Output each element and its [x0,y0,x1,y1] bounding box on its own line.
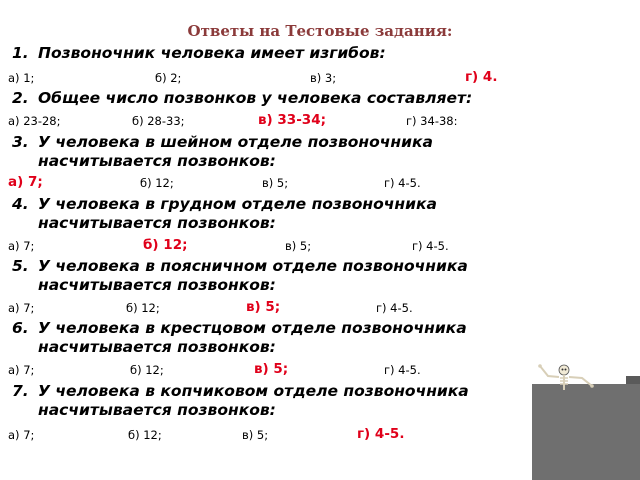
question-7 [12,382,538,420]
question-text: У человека в грудном отделе позвоночника насчитывается позвонков: [38,195,437,232]
question-number: 3. [12,133,29,151]
answer-option: а) 7; [8,428,35,442]
answer-option: г) 34-38: [406,114,458,128]
answer-option: в) 3; [310,71,337,85]
answer-option: а) 7; [8,239,35,253]
answers-row-3 [0,176,640,194]
answers-row-5 [0,301,640,319]
question-4 [12,195,538,233]
answers-row-2 [0,114,640,132]
question-5 [12,257,538,295]
answer-option: б) 12; [140,176,174,190]
correct-answer: б) 12; [143,237,188,253]
answers-row-1 [0,71,640,89]
corner-panel [532,384,640,480]
question-number: 2. [12,89,29,107]
question-text: У человека в шейном отделе позвоночника насчитывается позвонков: [38,133,433,170]
question-1 [12,44,538,63]
answers-row-4 [0,239,640,257]
answer-option: б) 2; [155,71,182,85]
question-3 [12,133,538,171]
answer-option: б) 12; [130,363,164,377]
question-text: Позвоночник человека имеет изгибов: [38,44,386,62]
skeleton-icon [532,360,612,392]
correct-answer: в) 33-34; [258,112,326,128]
correct-answer: а) 7; [8,174,43,190]
answer-option: б) 12; [126,301,160,315]
answer-option: г) 4-5. [384,176,421,190]
question-number: 6. [12,319,29,337]
question-6 [12,319,538,357]
answer-option: а) 23-28; [8,114,61,128]
answer-option: б) 12; [128,428,162,442]
page-title: Ответы на Тестовые задания: [187,22,453,40]
correct-answer: г) 4-5. [357,426,405,442]
answer-option: в) 5; [262,176,289,190]
answer-option: в) 5; [242,428,269,442]
question-number: 7. [12,382,29,400]
question-text: Общее число позвонков у человека составляет: [38,89,473,107]
correct-answer: в) 5; [246,299,281,315]
question-number: 4. [12,195,29,213]
question-number: 5. [12,257,29,275]
answer-option: в) 5; [285,239,312,253]
question-text: У человека в копчиковом отделе позвоночника насчитывается позвонков: [38,382,469,419]
correct-answer: г) 4. [465,69,498,85]
question-text: У человека в крестцовом отделе позвоночника насчитывается позвонков: [38,319,467,356]
answer-option: а) 7; [8,301,35,315]
correct-answer: в) 5; [254,361,289,377]
answer-option: г) 4-5. [376,301,413,315]
answer-option: б) 28-33; [132,114,185,128]
answer-option: а) 1; [8,71,35,85]
answer-option: г) 4-5. [384,363,421,377]
question-number: 1. [12,44,29,62]
answer-option: а) 7; [8,363,35,377]
question-2 [12,89,538,108]
answer-option: г) 4-5. [412,239,449,253]
question-text: У человека в поясничном отделе позвоночника насчитывается позвонков: [38,257,468,294]
